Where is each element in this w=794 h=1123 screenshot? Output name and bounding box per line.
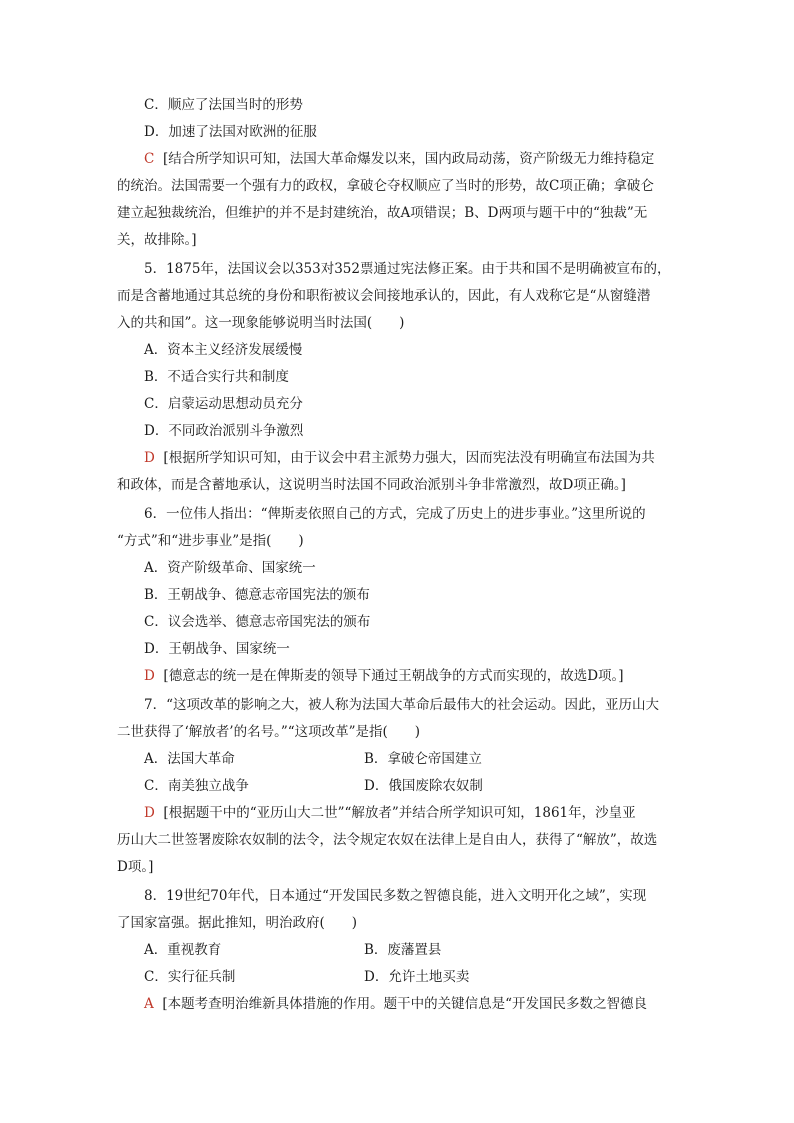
q8-stem-line-1: 8．19世纪70年代，日本通过“开发国民多数之智德良能，进入文明开化之域”，实现	[144, 888, 647, 904]
q7-option-d: D．俄国废除农奴制	[364, 778, 483, 794]
q5-stem-line-2: 而是含蓄地通过其总统的身份和职衔被议会间接地承认的，因此，有人戏称它是“从窗缝潜	[117, 288, 651, 304]
q6-option-b: B．王朝战争、德意志帝国宪法的颁布	[144, 587, 370, 603]
q7-answer-letter: D	[144, 805, 155, 821]
q4-explanation-line-4: 关，故排除。]	[117, 232, 197, 248]
q8-answer-letter: A	[144, 996, 154, 1012]
q4-explanation-line-1: C [结合所学知识可知，法国大革命爆发以来，国内政局动荡，资产阶级无力维持稳定	[144, 151, 655, 167]
q4-answer-letter: C	[144, 151, 155, 167]
q5-option-d: D．不同政治派别斗争激烈	[144, 423, 304, 439]
q6-option-d: D．王朝战争、国家统一	[144, 641, 290, 657]
q8-explanation-line-1: A [本题考查明治维新具体措施的作用。题干中的关键信息是“开发国民多数之智德良	[144, 996, 648, 1012]
q7-explanation-line-2: 历山大二世签署废除农奴制的法令，法令规定农奴在法律上是自由人，获得了“解放”，故选	[117, 832, 658, 848]
q8-option-d: D．允许土地买卖	[364, 969, 470, 985]
q8-option-b: B．废藩置县	[364, 942, 442, 958]
q4-option-d: D．加速了法国对欧洲的征服	[144, 124, 317, 140]
q7-option-b: B．拿破仑帝国建立	[364, 751, 482, 767]
q7-explanation-line-1: D [根据题干中的“亚历山大二世”“解放者”并结合所学知识可知，1861年，沙皇亚	[144, 805, 636, 821]
q6-answer-letter: D	[144, 668, 155, 684]
q5-explanation-line-1: D [根据所学知识可知，由于议会中君主派势力强大，因而宪法没有明确宣布法国为共	[144, 450, 655, 466]
q6-option-c: C．议会选举、德意志帝国宪法的颁布	[144, 614, 371, 630]
q5-option-b: B．不适合实行共和制度	[144, 369, 289, 385]
q6-stem-line-2: “方式”和“进步事业”是指( )	[117, 533, 304, 549]
q7-option-a: A．法国大革命	[144, 751, 235, 767]
q7-option-c: C．南美独立战争	[144, 778, 249, 794]
q8-option-c: C．实行征兵制	[144, 969, 236, 985]
q6-option-a: A．资产阶级革命、国家统一	[144, 560, 316, 576]
q5-stem-line-3: 入的共和国”。这一现象能够说明当时法国( )	[117, 315, 405, 331]
q6-explanation-line-1: D [德意志的统一是在俾斯麦的领导下通过王朝战争的方式而实现的，故选D项。]	[144, 668, 624, 684]
q7-stem-line-1: 7．“这项改革的影响之大，被人称为法国大革命后最伟大的社会运动。因此，亚历山大	[144, 697, 659, 713]
q8-option-a: A．重视教育	[144, 942, 222, 958]
q4-option-c: C．顺应了法国当时的形势	[144, 97, 303, 113]
q7-explanation-line-3: D项。]	[117, 859, 154, 875]
q5-answer-letter: D	[144, 450, 155, 466]
q4-explanation-line-3: 建立起独裁统治，但维护的并不是封建统治，故A项错误；B、D两项与题干中的“独裁”无	[117, 205, 648, 221]
q7-stem-line-2: 二世获得了‘解放者’的名号。”“这项改革”是指( )	[117, 724, 421, 740]
q6-stem-line-1: 6．一位伟人指出：“俾斯麦依照自己的方式，完成了历史上的进步事业。”这里所说的	[144, 506, 646, 522]
q8-stem-line-2: 了国家富强。据此推知，明治政府( )	[117, 915, 358, 931]
q5-option-c: C．启蒙运动思想动员充分	[144, 396, 303, 412]
q5-stem-line-1: 5．1875年，法国议会以353对352票通过宪法修正案。由于共和国不是明确被宣布的，	[144, 261, 671, 277]
q5-option-a: A．资本主义经济发展缓慢	[144, 342, 303, 358]
q4-explanation-line-2: 的统治。法国需要一个强有力的政权，拿破仑夺权顺应了当时的形势，故C项正确；拿破仑	[117, 178, 654, 194]
q5-explanation-line-2: 和政体，而是含蓄地承认，这说明当时法国不同政治派别斗争非常激烈，故D项正确。]	[117, 477, 626, 493]
